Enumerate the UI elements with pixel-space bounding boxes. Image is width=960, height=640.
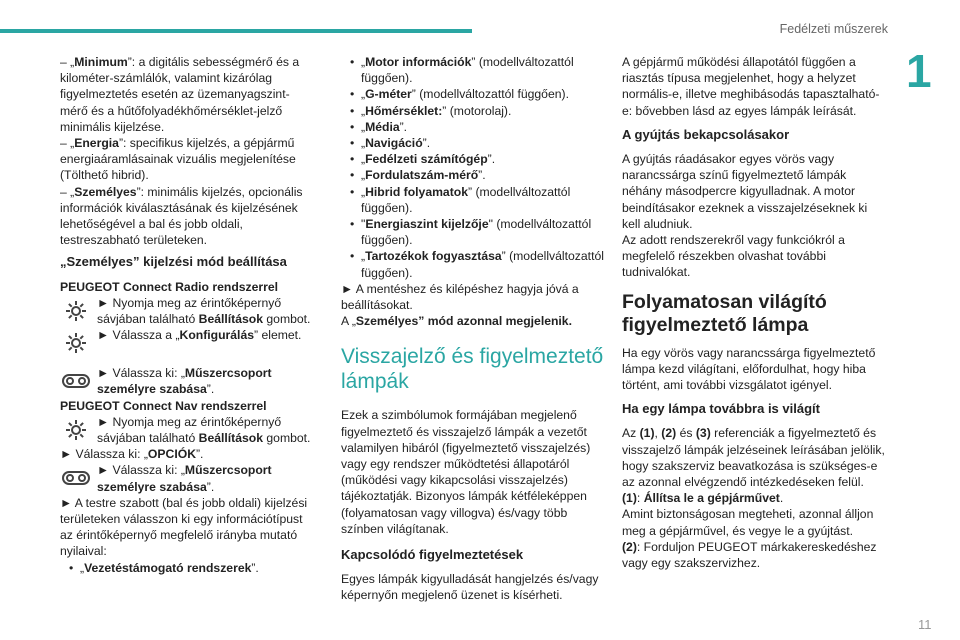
radio-step-cluster: ► Válassza ki: „Műszercsoport személyre szabása”. xyxy=(60,365,315,397)
gear-icon xyxy=(60,327,92,359)
steady-text: Ha egy vörös vagy narancssárga figyelmeztető lámpa kezd világítani, előfordulhat, hogy hiba történt, ami további vizsgálatot igényel. xyxy=(622,345,876,393)
gear-icon xyxy=(60,414,92,446)
column-2 xyxy=(341,54,611,604)
save-text: ► A mentéshez és kilépéshez hagyja jóvá a beállításokat. xyxy=(341,281,579,313)
list-item: • „Média”. xyxy=(341,119,611,135)
steady-lamp-heading: Folyamatosan világító figyelmeztető lámpa xyxy=(622,290,827,336)
reference-1: (1): Állítsa le a gépjárművet. xyxy=(622,491,784,506)
radio-system-title: PEUGEOT Connect Radio rendszerrel xyxy=(60,279,279,294)
nav-system-title: PEUGEOT Connect Nav rendszerrel xyxy=(60,398,267,413)
chapter-number: 1 xyxy=(906,45,932,97)
list-item: • „Hibrid folyamatok” (modellváltozattól függően). xyxy=(341,184,611,216)
info-type-list xyxy=(60,560,315,576)
personal-mode-heading: „Személyes” kijelzési mód beállítása xyxy=(60,254,287,270)
nav-step-settings: ► Nyomja meg az érintőképernyő sávjában található Beállítások gombot. xyxy=(60,414,315,446)
ignition-text: A gyújtás ráadásakor egyes vörös vagy narancssárga színű figyelmeztető lámpák néhány másodpercre kigyulladnak. A motor beindításakor ezeknek a visszajelzéseknek ki kell aludniuk. xyxy=(622,152,868,231)
mode-szemelyes: – „Személyes”: minimális kijelzés, opcionális információk kiválasztásának és kijelzésének lehetőségével a bal és jobb oldali, testreszabható területeken. xyxy=(60,184,303,248)
instrument-cluster-icon xyxy=(60,462,92,494)
related-heading: Kapcsolódó figyelmeztetések xyxy=(341,547,524,563)
list-item: • „Motor információk” (modellváltozattól függően). xyxy=(341,54,611,86)
list-item: • "Energiaszint kijelzője" (modellváltozattól függően). xyxy=(341,216,611,248)
stays-on-heading: Ha egy lámpa továbbra is világít xyxy=(622,401,820,417)
list-item: • „G-méter” (modellváltozattól függően). xyxy=(341,86,611,102)
related-text: Egyes lámpák kigyulladását hangjelzés és/vagy képernyőn megjelenő üzenet is kísérheti. xyxy=(341,572,599,603)
ignition-heading: A gyújtás bekapcsolásakor xyxy=(622,126,790,142)
section-title: Visszajelző és figyelmeztető lámpák xyxy=(341,345,604,394)
list-item: • „Fedélzeti számítógép”. xyxy=(341,151,611,167)
reference-2: (2): Forduljon PEUGEOT márkakereskedéshez vagy egy szakszervizhez. xyxy=(622,539,877,571)
radio-step-settings: ► Nyomja meg az érintőképernyő sávjában található Beállítások gombot. xyxy=(60,295,315,327)
gear-icon xyxy=(60,295,92,327)
list-item: • „Hőmérséklet:” (motorolaj). xyxy=(341,103,611,119)
nav-step-options: ► Válassza ki: „OPCIÓK”. xyxy=(60,447,204,462)
column-1 xyxy=(60,54,315,576)
list-item: • „Navigáció”. xyxy=(341,135,611,151)
result-text: A „Személyes” mód azonnal megjelenik. xyxy=(341,314,572,329)
mode-energia: – „Energia”: specifikus kijelzés, a gépjármű energiaáramlásainak vizuális megjelenítése (Tölthető hibrid). xyxy=(60,136,296,183)
instrument-cluster-icon xyxy=(60,365,92,397)
radio-step-configure: ► Válassza a „Konfigurálás” elemet. xyxy=(60,327,315,359)
intro-text: Ezek a szimbólumok formájában megjelenő figyelmeztető és visszajelző lámpák a vezetőt valamilyen hibáról (figyelmeztető visszajelzés) vagy egy rendszer működtetési állapotáról (működési vagy kikapcsolási visszajelzés) tájékoztatják. Bizonyos lámpák kétféleképpen (folyamatosan vagy villogva) és/vagy több színben világítanak. xyxy=(341,408,591,536)
info-type-list-continued xyxy=(341,54,611,281)
list-item: • „Vezetéstámogató rendszerek”. xyxy=(60,560,315,576)
list-item: • „Fordulatszám-mérő”. xyxy=(341,167,611,183)
header-accent-bar xyxy=(0,29,472,33)
stays-on-text: Az (1), (2) és (3) referenciák a figyelmeztető és visszajelző lámpák jelzéseinek leírásában jelölik, hogy szakszerviz beavatkozása is szükséges-e az azonnal elvégzendő intézkedéseken felül. xyxy=(622,426,885,490)
nav-step-cluster: ► Válassza ki: „Műszercsoport személyre szabása”. xyxy=(60,462,315,494)
column-3 xyxy=(622,54,887,571)
choose-info-text: ► A testre szabott (bal és jobb oldali) kijelzési területeken válasszon ki egy információtípust az érintőképernyő megfelelő irányba mutató nyilaival: xyxy=(60,495,308,559)
ignition-text-more: Az adott rendszerekről vagy funkciókról a megfelelő részekben olvashat további tudnivalókat. xyxy=(622,233,845,280)
reference-1-text: Amint biztonságosan megteheti, azonnal álljon meg a gépjárművel, és vegye le a gyújtást. xyxy=(622,507,874,538)
state-text: A gépjármű működési állapotától függően a riasztás típusa megjelenhet, hogy a helyzet normális-e, illetve meghibásodás tapasztalható-e: bővebben lásd az egyes lámpák leírását. xyxy=(622,55,880,118)
page-number: 11 xyxy=(918,617,932,632)
mode-minimum: – „Minimum”: a digitális sebességmérő és a kilométer-számlálók, valamint kizárólag figyelmeztetés esetén az üzemanyagszint-mérő és a hűtőfolyadékhőmérséklet-jelző minimális kijelzése. xyxy=(60,55,300,134)
header-title: Fedélzeti műszerek xyxy=(779,22,888,36)
page-header xyxy=(0,0,960,34)
list-item: • „Tartozékok fogyasztása” (modellváltozattól függően). xyxy=(341,248,611,280)
